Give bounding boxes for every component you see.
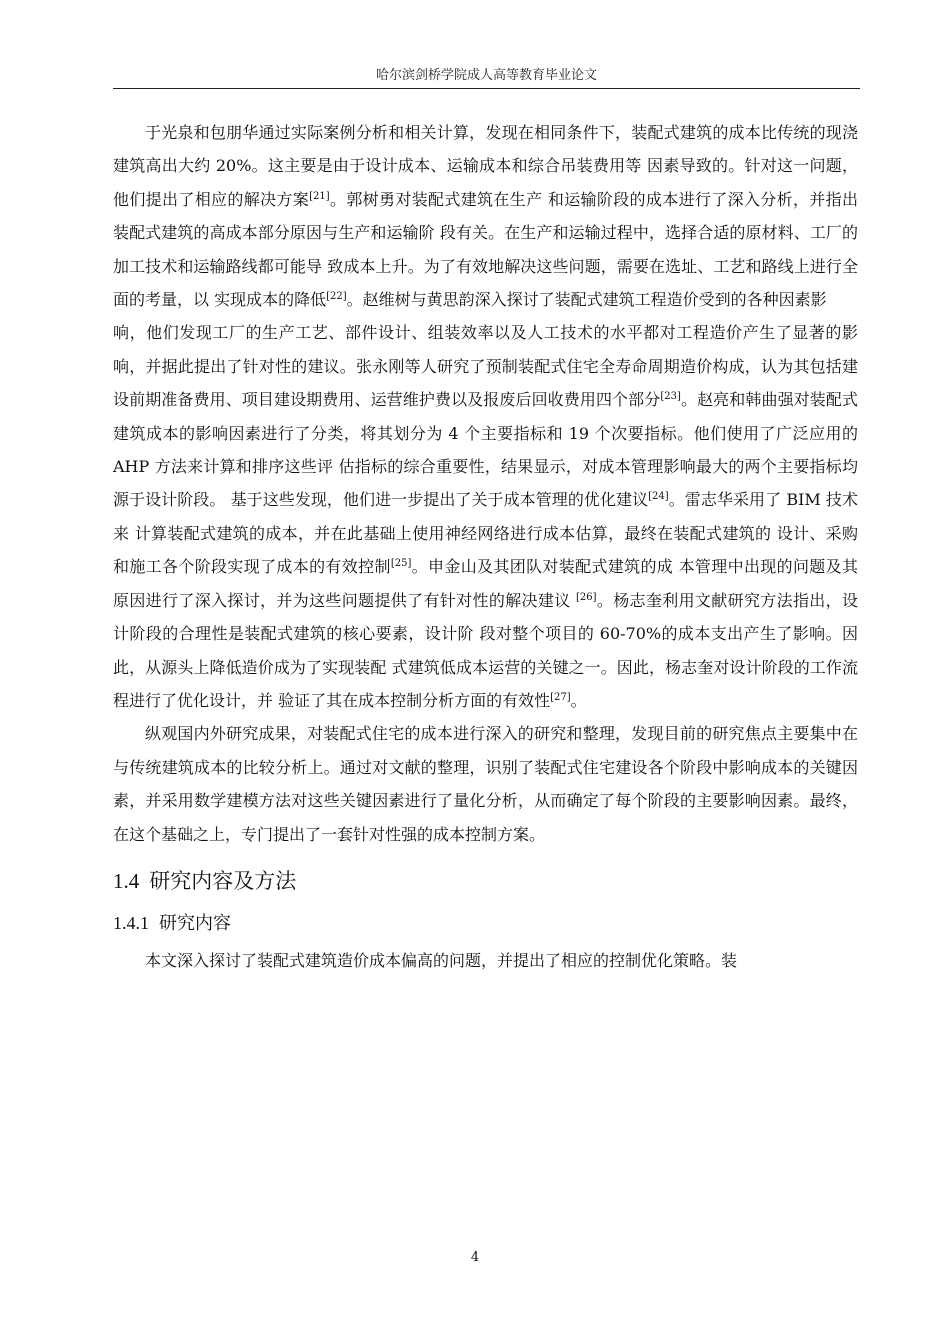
paragraph-text: 。杨志奎利用文献研究方法指出，设计阶段的合理性是装配式建筑的核心要素，设计阶 段对整个项目的 60-70%的成本支出产生了影响。因此，从源头上降低造价成为了实现装配 式建筑低成本运营的关键之一。因此，杨志奎对设计阶段的工作流程进行了优化设计，并 验证了其在成本控制分析方面的有效性 [113, 590, 858, 710]
paragraph-text: 。雷志华采用了 BIM 技术来 计算装配式建筑的成本，并在此基础上使用神经网络进行成本估算，最终在装配式建筑的 设计、采购和施工各个阶段实现了成本的有效控制 [113, 490, 858, 577]
paragraph-text: 。郭树勇对装配式建筑在生产 和运输阶段的成本进行了深入分析，并指出装配式建筑的高成本部分原因与生产和运输阶 段有关。在生产和运输过程中，选择合适的原材料、工厂的加工技术和运输路线都可能导 致成本上升。为了有效地解决这些问题，需要在选址、工艺和路线上进行全面的考量，以 实现成本的降低 [113, 189, 858, 310]
running-header: 哈尔滨剑桥学院成人高等教育毕业论文 [375, 68, 597, 83]
paragraph-4: 本文深入探讨了装配式建筑造价成本偏高的问题，并提出了相应的控制优化策略。装 [145, 950, 738, 970]
section-title: 研究内容及方法 [149, 868, 297, 893]
citation: [25] [390, 558, 412, 570]
subsection-heading-1-4-1 [113, 905, 858, 942]
paragraph-2 [113, 316, 858, 717]
paragraph-text: 。赵亮和韩曲强对装配式建筑成本的影响因素进行了分类，将其划分为 4 个主要指标和 19 个次要指标。他们使用了广泛应用的 AHP 方法来计算和排序这些评 估指标的综合重要性，结果显示，对成本管理影响最大的两个主要指标均源于设计阶段。 基于这些发现，他们进一步提出了关于成本管理的优化建议 [113, 390, 858, 510]
paragraph-text: 于光泉和包朋华通过实际案例分析和相关计算，发现在相同条件下，装配式建筑的成本比传统的现浇建筑高出大约 20%。这主要是由于设计成本、运输成本和综合吊装费用等 因素导致的。针对这一问题，他们提出了相应的解决方案 [113, 123, 858, 209]
section-number: 1.4 [113, 868, 140, 893]
citation: [26] [576, 591, 597, 603]
citation: [27] [550, 691, 571, 703]
citation: [23] [660, 391, 681, 403]
subsection-number: 1.4.1 [113, 912, 149, 933]
paragraph-text: 。赵维树与黄思韵深入探讨了装配式建筑工程造价受到的各种因素影 [346, 290, 827, 310]
citation: [21] [309, 190, 330, 202]
header-rule [113, 88, 860, 89]
page-number: 4 [470, 1250, 480, 1265]
section-heading-1-4 [113, 861, 858, 901]
body-text [113, 116, 858, 977]
paragraph-1 [113, 116, 858, 316]
paragraph-text: 响，他们发现工厂的生产工艺、部件设计、组装效率以及人工技术的水平都对工程造价产生了显著的影响，并据此提出了针对性的建议。张永刚等人研究了预制装配式住宅全寿命周期造价构成，认为其包括建设前期准备费用、项目建设期费用、运营维护费以及报废后回收费用四个部分 [113, 323, 858, 410]
paragraph-text: 。申金山及其团队对装配式建筑的成 本管理中出现的问题及其原因进行了深入探讨，并为这些问题提供了有针对性的解决建议 [113, 557, 858, 610]
subsection-title: 研究内容 [159, 912, 231, 934]
citation: [22] [326, 291, 347, 303]
paragraph-3: 纵观国内外研究成果，对装配式住宅的成本进行深入的研究和整理，发现目前的研究焦点主要集中在与传统建筑成本的比较分析上。通过对文献的整理，识别了装配式住宅建设各个阶段中影响成本的关键因素，并采用数学建模方法对这些关键因素进行了量化分析，从而确定了每个阶段的主要影响因素。最终，在这个基础之上，专门提出了一套针对性强的成本控制方案。 [113, 724, 858, 844]
citation: [24] [648, 491, 669, 503]
paragraph-text: 。 [570, 690, 587, 710]
